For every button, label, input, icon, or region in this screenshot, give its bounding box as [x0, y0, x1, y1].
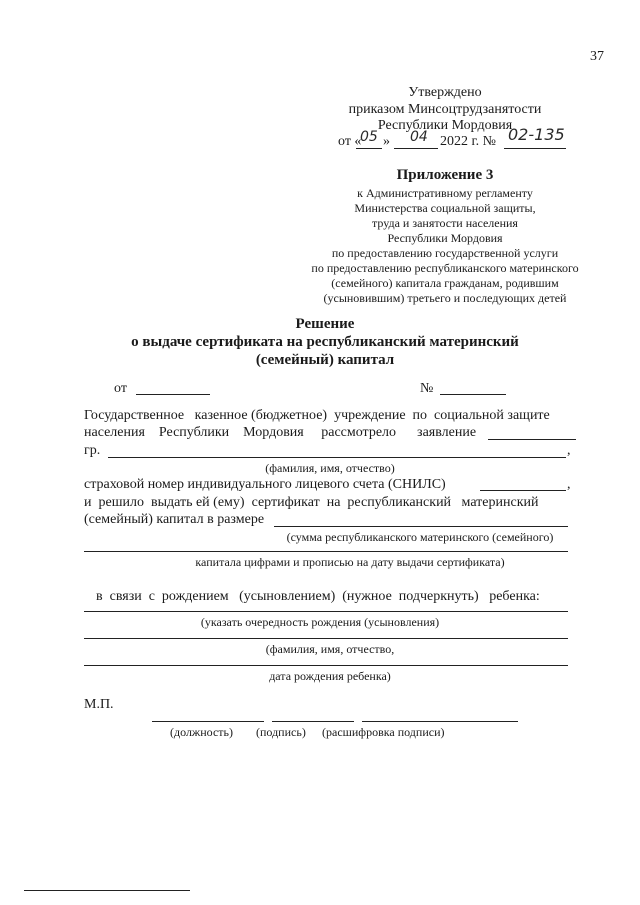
date-mid: » — [383, 134, 390, 149]
appendix-line: (усыновившим) третьего и последующих детей — [323, 291, 567, 305]
amount-caption-2: капитала цифрами и прописью на дату выдачи сертификата) — [195, 555, 505, 569]
order-caption: (указать очередность рождения (усыновления) — [200, 615, 440, 629]
decision-number-field — [440, 394, 506, 395]
comma: , — [567, 443, 571, 458]
decision-number-label: № — [420, 381, 434, 396]
amount-field — [274, 526, 568, 527]
decision-title: Решение — [295, 316, 355, 332]
amount-caption-1: (сумма республиканского материнского (семейного) — [286, 530, 554, 544]
decided-line: и решило выдать ей (ему) сертификат на республиканский материнский — [84, 495, 539, 510]
date-year: 2022 г. № — [440, 134, 497, 149]
amount-label: (семейный) капитал в размере — [84, 512, 265, 527]
fio-caption: (фамилия, имя, отчество) — [265, 461, 395, 475]
signature-decode-caption: (расшифровка подписи) — [322, 725, 445, 739]
child-fio-field — [84, 638, 568, 639]
appendix-title: Приложение 3 — [396, 167, 494, 183]
position-caption: (должность) — [170, 725, 233, 739]
appendix-line: труда и занятости населения — [372, 216, 518, 230]
approval-line-3: Республики Мордовия — [377, 118, 513, 133]
citizen-fio-field — [108, 457, 566, 458]
body-line-1: Государственное казенное (бюджетное) учреждение по социальной защите — [84, 408, 550, 423]
appendix-line: Министерства социальной защиты, — [354, 201, 536, 215]
decision-date-field — [136, 394, 210, 395]
approval-line-2: приказом Минсоцтрудзанятости — [348, 102, 542, 117]
child-dob-caption: дата рождения ребенка) — [269, 669, 391, 683]
birth-order-field — [84, 611, 568, 612]
snils-label: страховой номер индивидуального лицевого счета (СНИЛС) — [84, 477, 446, 492]
appendix-text — [250, 186, 640, 306]
signature-caption: (подпись) — [256, 725, 306, 739]
amount-field-2 — [84, 551, 568, 552]
signature-field — [272, 721, 354, 722]
appendix-line: к Административному регламенту — [357, 186, 533, 200]
order-number-handwritten: 02-135 — [508, 125, 565, 144]
position-field — [152, 721, 264, 722]
decision-subtitle-2: (семейный) капитал — [255, 352, 395, 368]
birth-line: в связи с рождением (усыновлением) (нужное подчеркнуть) ребенка: — [96, 589, 540, 604]
appendix-line: по предоставлению республиканского материнского — [311, 261, 579, 275]
signature-decode-field — [362, 721, 518, 722]
decision-from-label: от — [114, 381, 127, 396]
body-line-2: населения Республики Мордовия рассмотрело заявление — [84, 425, 477, 440]
comma: , — [567, 477, 571, 492]
appendix-line: Республики Мордовия — [387, 231, 503, 245]
date-month-handwritten: 04 — [410, 129, 428, 145]
page-number: 37 — [590, 49, 604, 64]
snils-field — [480, 490, 566, 491]
date-prefix: от « — [338, 134, 362, 149]
child-fio-caption: (фамилия, имя, отчество, — [265, 642, 395, 656]
appendix-line: по предоставлению государственной услуги — [331, 246, 559, 260]
footnote-separator — [24, 890, 190, 891]
decision-subtitle: о выдаче сертификата на республиканский материнский — [131, 334, 519, 350]
citizen-prefix: гр. — [84, 443, 101, 458]
child-dob-field — [84, 665, 568, 666]
date-day-handwritten: 05 — [360, 129, 378, 145]
approval-line-1: Утверждено — [408, 85, 482, 100]
appendix-line: (семейного) капитала гражданам, родившим — [331, 276, 559, 290]
stamp-label: М.П. — [84, 697, 114, 712]
